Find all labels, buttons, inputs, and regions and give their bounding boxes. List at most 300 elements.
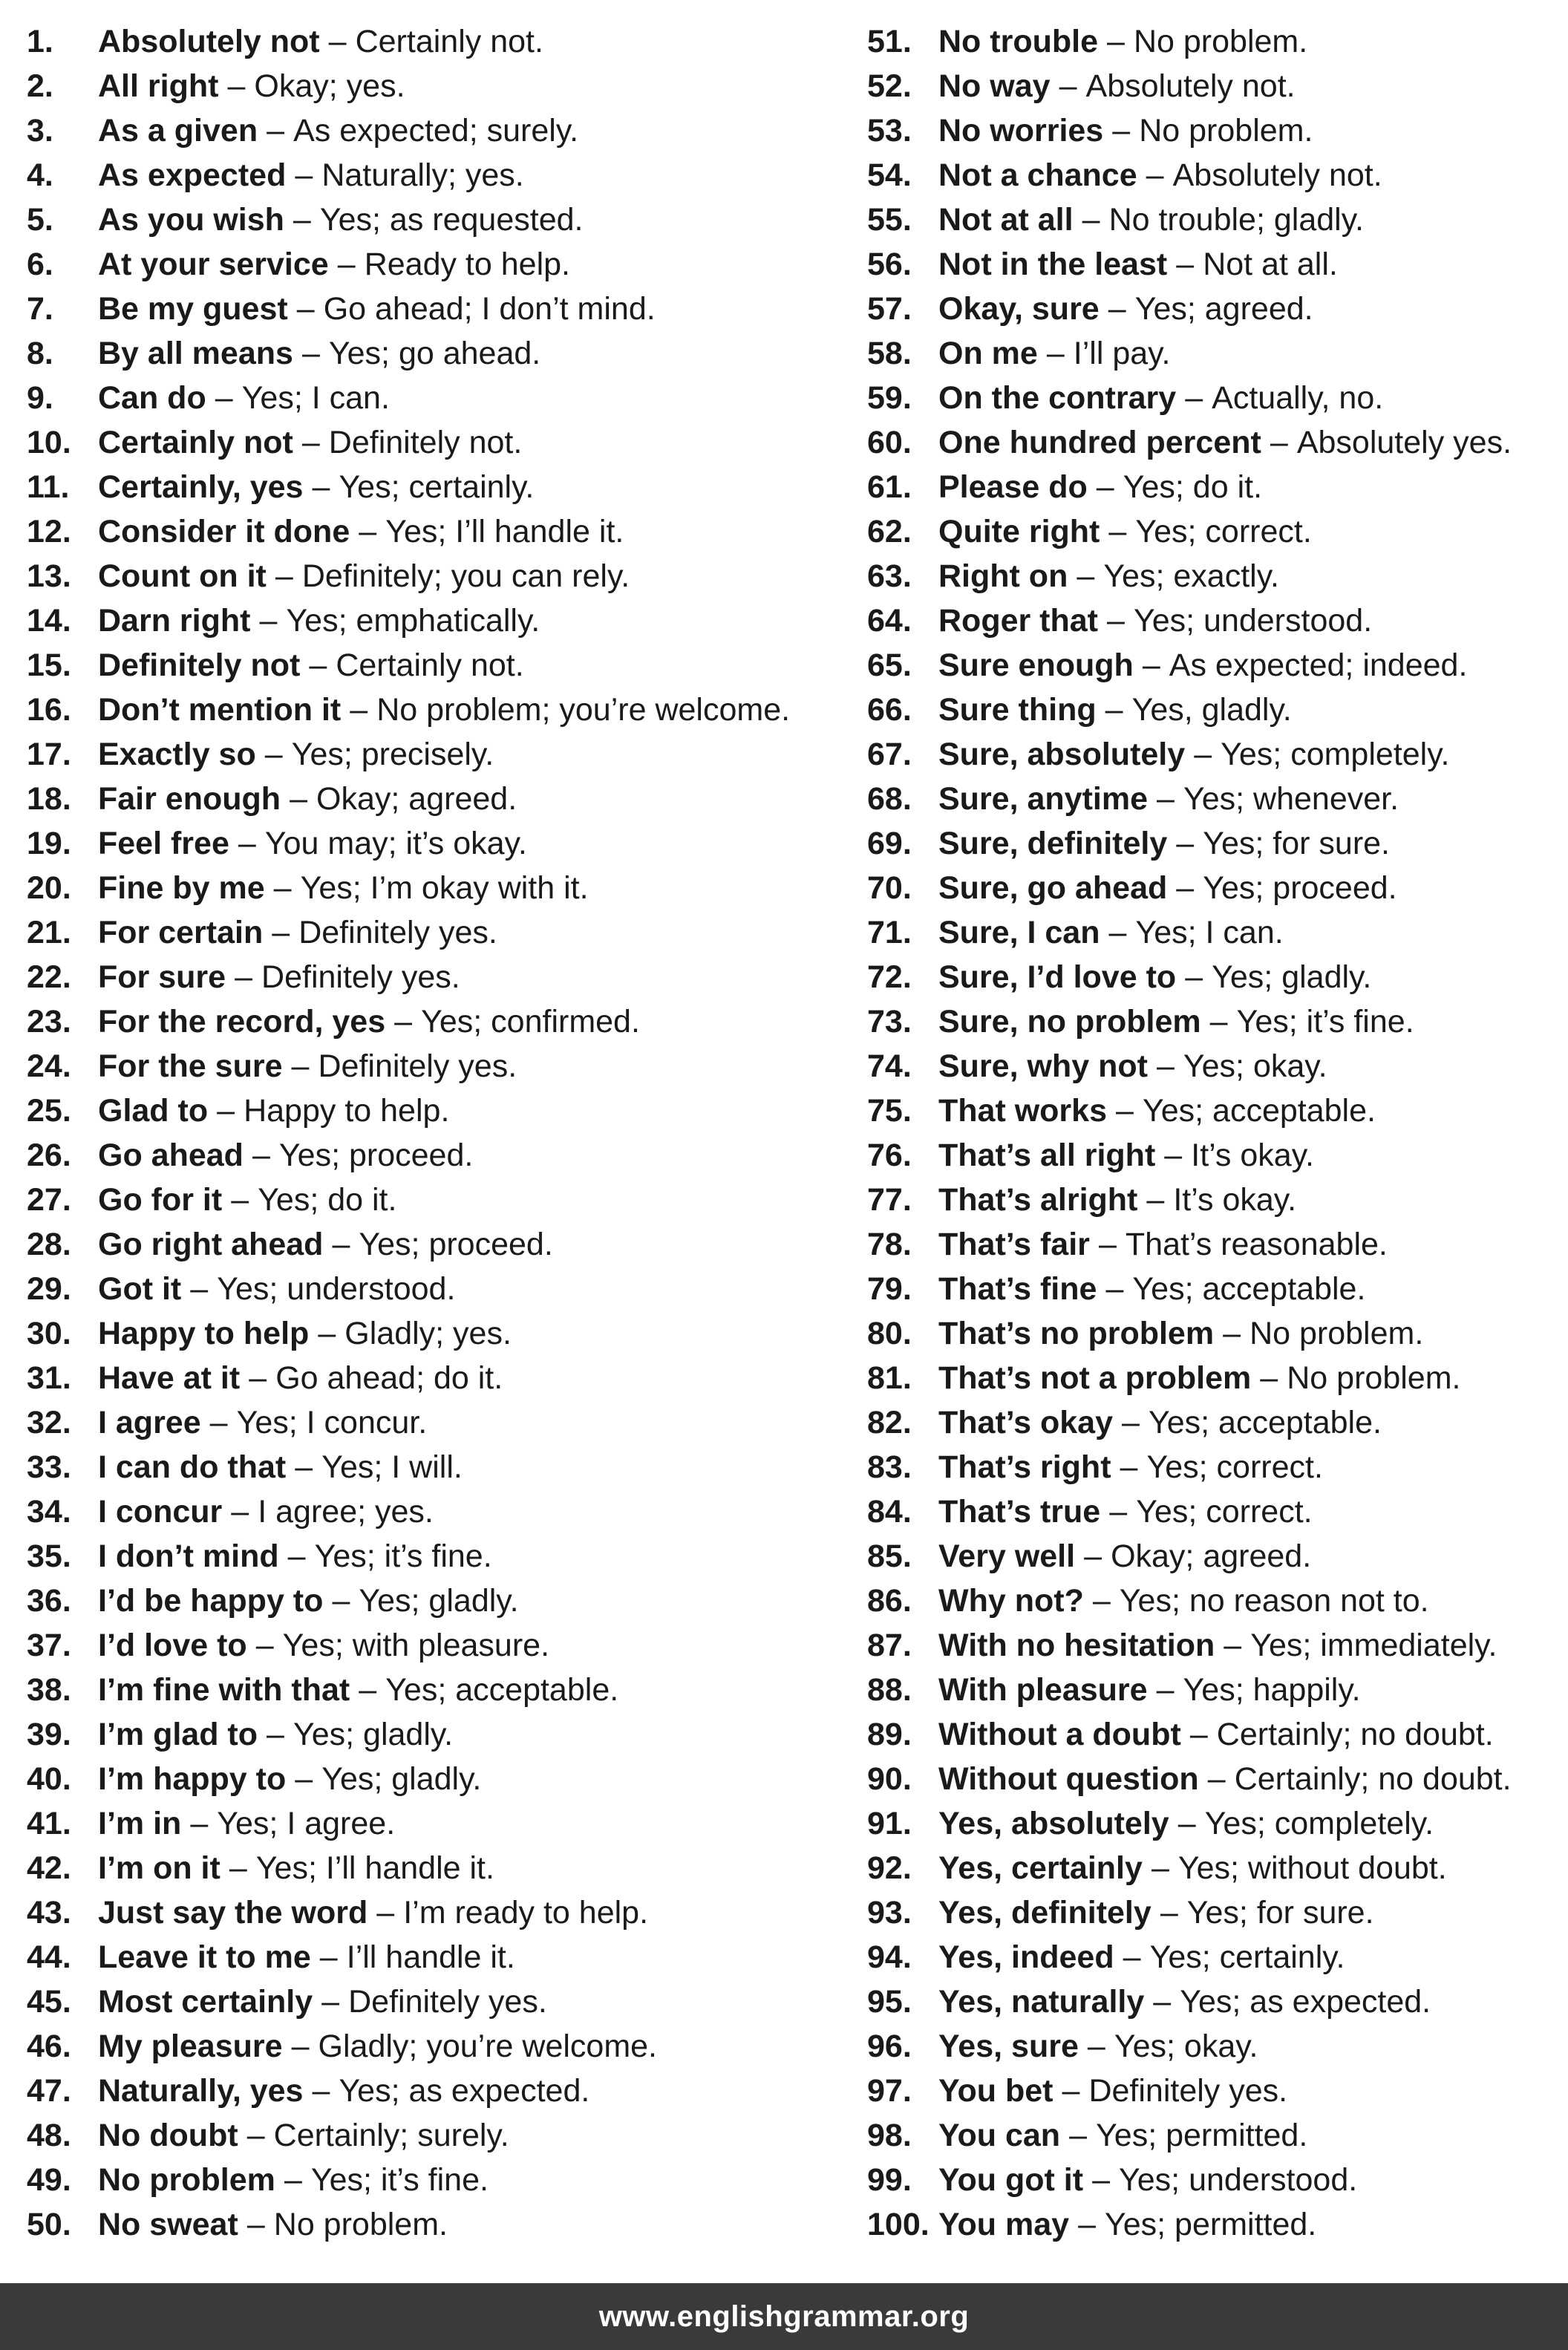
list-item [27,1178,829,1222]
item-meaning: Definitely not. [328,425,523,460]
list-item [867,1534,1558,1579]
item-phrase: I’d be happy to [98,1583,324,1619]
item-meaning: Go ahead; do it. [275,1360,503,1396]
item-separator: – [1109,1494,1128,1530]
item-phrase: As expected [98,157,287,193]
item-meaning: Okay; agreed. [1111,1538,1312,1574]
list-item [27,2113,829,2158]
item-meaning: Yes; happily. [1183,1672,1361,1708]
item-number: 45. [27,1984,71,2020]
item-number: 52. [867,68,912,104]
item-number: 32. [27,1405,71,1440]
item-separator: – [1046,336,1065,371]
item-phrase: As a given [98,113,258,148]
item-separator: – [291,2028,310,2064]
item-phrase: Certainly not [98,425,293,460]
list-item [27,376,829,420]
item-meaning: Yes; for sure. [1186,1895,1374,1930]
item-separator: – [394,1004,413,1039]
item-separator: – [1082,202,1100,238]
list-item [27,1757,829,1801]
item-separator: – [190,1806,209,1841]
item-separator: – [296,291,315,327]
item-number: 62. [867,514,912,549]
item-number: 49. [27,2162,71,2198]
item-meaning: Definitely yes. [318,1048,517,1084]
item-separator: – [1156,1048,1175,1084]
item-number: 9. [27,380,53,416]
item-separator: – [1107,24,1125,59]
item-phrase: Why not? [938,1583,1084,1619]
item-number: 80. [867,1316,912,1351]
item-meaning: Yes, gladly. [1131,692,1292,728]
item-meaning: Yes; I can. [1135,915,1284,950]
item-separator: – [1107,603,1125,639]
item-number: 23. [27,1004,71,1039]
item-separator: – [1224,1628,1242,1663]
item-number: 90. [867,1761,912,1797]
item-number: 41. [27,1806,71,1841]
item-meaning: Definitely yes. [348,1984,547,2020]
item-number: 21. [27,915,71,950]
item-meaning: Certainly; surely. [273,2118,509,2153]
item-separator: – [231,1182,249,1218]
item-number: 91. [867,1806,912,1841]
list-item [27,866,829,910]
list-item [867,866,1558,910]
item-separator: – [1092,1583,1111,1619]
list-item [27,242,829,287]
item-number: 18. [27,781,71,817]
list-item [867,2069,1558,2113]
list-item [27,153,829,198]
item-phrase: You can [938,2118,1061,2153]
list-item [27,1133,829,1178]
item-separator: – [1146,157,1164,193]
item-separator: – [1087,2028,1105,2064]
list-item [27,287,829,331]
item-separator: – [1189,1717,1208,1752]
item-number: 70. [867,870,912,906]
item-number: 7. [27,291,53,327]
item-phrase: On me [938,336,1038,371]
item-meaning: That’s reasonable. [1125,1227,1388,1262]
list-item [27,1712,829,1757]
list-item [27,1979,829,2024]
item-phrase: Exactly so [98,737,256,772]
list-item [867,331,1558,376]
item-phrase: Naturally, yes [98,2073,304,2109]
item-meaning: Yes; acceptable. [1142,1093,1376,1129]
item-phrase: Have at it [98,1360,241,1396]
item-phrase: Without a doubt [938,1717,1181,1752]
list-item [27,999,829,1044]
item-number: 78. [867,1227,912,1262]
list-item [867,2024,1558,2069]
list-item [27,1801,829,1846]
item-separator: – [1120,1449,1138,1485]
item-number: 15. [27,647,71,683]
list-item [27,1044,829,1088]
item-number: 61. [867,469,912,505]
item-meaning: Yes; okay. [1183,1048,1327,1084]
item-number: 37. [27,1628,71,1663]
item-phrase: For sure [98,959,226,995]
item-number: 43. [27,1895,71,1930]
item-phrase: Can do [98,380,206,416]
item-phrase: Quite right [938,514,1100,549]
item-phrase: No way [938,68,1051,104]
item-separator: – [259,603,278,639]
item-phrase: Sure, anytime [938,781,1148,817]
item-phrase: That’s alright [938,1182,1138,1218]
list-item [867,1579,1558,1623]
item-number: 24. [27,1048,71,1084]
list-item [867,287,1558,331]
item-phrase: Leave it to me [98,1939,311,1975]
item-separator: – [1096,469,1114,505]
item-phrase: Right on [938,558,1068,594]
list-item [27,2158,829,2202]
item-phrase: Sure, why not [938,1048,1148,1084]
item-meaning: Certainly not. [336,647,524,683]
item-meaning: Definitely yes. [298,915,497,950]
item-number: 67. [867,737,912,772]
item-meaning: Yes; proceed. [278,1138,474,1173]
item-phrase: Be my guest [98,291,288,327]
list-item [27,2069,829,2113]
item-separator: – [287,1538,306,1574]
list-item [27,1400,829,1445]
list-item [867,1935,1558,1979]
list-item [867,1801,1558,1846]
item-meaning: Yes; acceptable. [385,1672,619,1708]
item-separator: – [321,1984,340,2020]
list-item [27,1489,829,1534]
item-separator: – [312,2073,330,2109]
item-separator: – [267,1717,284,1752]
item-meaning: Yes; I can. [241,380,390,416]
list-item [867,1311,1558,1356]
list-item [27,331,829,376]
item-meaning: No problem. [273,2207,448,2242]
item-phrase: Sure, I can [938,915,1100,950]
item-separator: – [217,1093,235,1129]
item-number: 26. [27,1138,71,1173]
item-meaning: You may; it’s okay. [264,826,527,861]
item-separator: – [284,2162,302,2198]
item-separator: – [249,1360,267,1396]
item-phrase: For the sure [98,1048,283,1084]
item-meaning: No problem; you’re welcome. [376,692,791,728]
item-number: 59. [867,380,912,416]
item-number: 36. [27,1583,71,1619]
item-separator: – [255,1628,274,1663]
item-meaning: Yes; it’s fine. [1236,1004,1414,1039]
item-separator: – [1092,2162,1110,2198]
item-meaning: I agree; yes. [258,1494,434,1530]
item-meaning: Actually, no. [1212,380,1384,416]
item-number: 25. [27,1093,71,1129]
item-phrase: That’s right [938,1449,1111,1485]
item-meaning: Okay; agreed. [316,781,517,817]
item-phrase: Certainly, yes [98,469,304,505]
item-meaning: Absolutely not. [1085,68,1296,104]
item-number: 93. [867,1895,912,1930]
item-phrase: Without question [938,1761,1199,1797]
item-number: 83. [867,1449,912,1485]
item-phrase: Not in the least [938,247,1168,282]
item-phrase: I don’t mind [98,1538,279,1574]
list-item [27,598,829,643]
item-meaning: Yes; certainly. [339,469,535,505]
list-item [27,1088,829,1133]
item-phrase: That’s fine [938,1271,1097,1307]
list-item [867,955,1558,999]
item-separator: – [318,1316,336,1351]
list-item [27,777,829,821]
item-phrase: I’m in [98,1806,182,1841]
list-item [867,2158,1558,2202]
item-separator: – [235,959,252,995]
item-phrase: Not a chance [938,157,1137,193]
item-number: 89. [867,1717,912,1752]
item-phrase: As you wish [98,202,284,238]
item-phrase: Consider it done [98,514,350,549]
item-number: 69. [867,826,912,861]
item-meaning: Yes; understood. [217,1271,456,1307]
item-number: 76. [867,1138,912,1173]
item-meaning: Yes; correct. [1135,514,1312,549]
list-item [867,1133,1558,1178]
item-phrase: No worries [938,113,1104,148]
list-item [27,643,829,688]
item-separator: – [229,1850,247,1886]
item-phrase: No problem [98,2162,275,2198]
item-phrase: You may [938,2207,1070,2242]
item-meaning: Yes; acceptable. [1132,1271,1366,1307]
list-item [27,420,829,465]
item-number: 79. [867,1271,912,1307]
item-meaning: Yes; I’ll handle it. [255,1850,494,1886]
item-phrase: Darn right [98,603,251,639]
item-number: 74. [867,1048,912,1084]
item-phrase: One hundred percent [938,425,1261,460]
item-meaning: Yes; proceed. [359,1227,553,1262]
item-separator: – [1153,1984,1172,2020]
item-phrase: Sure, no problem [938,1004,1201,1039]
item-meaning: Yes; understood. [1133,603,1373,639]
item-separator: – [1084,1538,1102,1574]
item-phrase: Roger that [938,603,1098,639]
item-number: 42. [27,1850,71,1886]
item-number: 4. [27,157,53,193]
item-number: 5. [27,202,53,238]
item-meaning: No problem. [1133,24,1308,59]
item-number: 8. [27,336,53,371]
item-phrase: You bet [938,2073,1054,2109]
list-item [27,821,829,866]
item-separator: – [337,247,356,282]
item-meaning: Yes; precisely. [291,737,494,772]
item-number: 64. [867,603,912,639]
list-item [867,1044,1558,1088]
item-separator: – [272,915,290,950]
item-meaning: Definitely; you can rely. [301,558,630,594]
list-item [867,1267,1558,1311]
item-meaning: Yes; okay. [1114,2028,1258,2064]
list-item [867,1668,1558,1712]
list-item [27,1935,829,1979]
item-separator: – [1160,1895,1178,1930]
list-item [867,2113,1558,2158]
item-phrase: No sweat [98,2207,238,2242]
item-phrase: Yes, naturally [938,1984,1145,2020]
item-phrase: Sure thing [938,692,1097,728]
item-separator: – [291,1048,310,1084]
item-separator: – [1146,1182,1165,1218]
item-meaning: Naturally; yes. [321,157,524,193]
list-item [867,153,1558,198]
item-phrase: Okay, sure [938,291,1100,327]
item-separator: – [293,202,311,238]
item-meaning: Gladly; you’re welcome. [318,2028,658,2064]
item-meaning: Absolutely yes. [1296,425,1512,460]
item-separator: – [295,1761,313,1797]
item-separator: – [301,336,320,371]
item-meaning: Absolutely not. [1172,157,1382,193]
item-number: 60. [867,425,912,460]
item-phrase: That’s all right [938,1138,1156,1173]
item-number: 31. [27,1360,71,1396]
item-number: 75. [867,1093,912,1129]
item-number: 33. [27,1449,71,1485]
list-item [867,1712,1558,1757]
item-separator: – [1069,2118,1088,2153]
item-meaning: Yes; as requested. [319,202,584,238]
item-phrase: That works [938,1093,1107,1129]
list-item [867,1846,1558,1890]
item-number: 56. [867,247,912,282]
item-meaning: Yes; permitted. [1105,2207,1317,2242]
item-phrase: I’m glad to [98,1717,258,1752]
item-phrase: I can do that [98,1449,287,1485]
item-phrase: Go for it [98,1182,223,1218]
item-separator: – [309,647,327,683]
item-meaning: Yes; it’s fine. [310,2162,489,2198]
item-meaning: Yes; gladly. [359,1583,519,1619]
item-separator: – [1185,380,1203,416]
item-meaning: Yes; permitted. [1096,2118,1308,2153]
item-separator: – [332,1227,350,1262]
item-phrase: That’s not a problem [938,1360,1252,1396]
item-meaning: Definitely yes. [1088,2073,1288,2109]
list-item [867,1178,1558,1222]
item-phrase: Feel free [98,826,229,861]
list-item [867,19,1558,64]
list-item [867,2202,1558,2247]
item-separator: – [359,514,377,549]
item-meaning: I’ll pay. [1073,336,1171,371]
item-phrase: Just say the word [98,1895,368,1930]
item-phrase: I agree [98,1405,201,1440]
item-number: 87. [867,1628,912,1663]
item-number: 30. [27,1316,71,1351]
item-phrase: Yes, certainly [938,1850,1143,1886]
item-meaning: Yes; understood. [1119,2162,1358,2198]
item-separator: – [1078,2207,1096,2242]
list-item [867,732,1558,777]
item-phrase: That’s no problem [938,1316,1215,1351]
item-number: 94. [867,1939,912,1975]
list-item [867,554,1558,598]
item-number: 81. [867,1360,912,1396]
item-number: 100. [867,2207,930,2242]
item-separator: – [275,558,293,594]
list-item [27,910,829,955]
item-separator: – [190,1271,209,1307]
item-separator: – [1270,425,1288,460]
item-phrase: Yes, definitely [938,1895,1152,1930]
list-item [867,465,1558,509]
item-separator: – [376,1895,395,1930]
item-meaning: Yes; I’m okay with it. [300,870,589,906]
item-separator: – [1176,826,1195,861]
item-number: 88. [867,1672,912,1708]
item-separator: – [1156,1672,1175,1708]
item-phrase: No doubt [98,2118,238,2153]
list-item [27,1579,829,1623]
item-separator: – [1260,1360,1278,1396]
item-number: 28. [27,1227,71,1262]
item-meaning: It’s okay. [1191,1138,1314,1173]
item-number: 82. [867,1405,912,1440]
item-phrase: For certain [98,915,264,950]
item-separator: – [295,1449,313,1485]
item-separator: – [1207,1761,1226,1797]
item-separator: – [1116,1093,1134,1129]
item-meaning: Yes; agreed. [1134,291,1313,327]
list-item [867,643,1558,688]
item-separator: – [290,781,308,817]
list-item [27,1267,829,1311]
item-number: 6. [27,247,53,282]
item-meaning: Yes; no reason not to. [1119,1583,1429,1619]
list-item [27,1222,829,1267]
item-separator: – [328,24,347,59]
item-number: 84. [867,1494,912,1530]
item-number: 86. [867,1583,912,1619]
item-number: 35. [27,1538,71,1574]
item-number: 16. [27,692,71,728]
item-number: 38. [27,1672,71,1708]
item-phrase: Yes, absolutely [938,1806,1169,1841]
item-meaning: Yes; go ahead. [328,336,541,371]
list-item [867,1979,1558,2024]
item-number: 40. [27,1761,71,1797]
item-meaning: Okay; yes. [254,68,405,104]
item-number: 48. [27,2118,71,2153]
item-number: 97. [867,2073,912,2109]
item-phrase: Most certainly [98,1984,313,2020]
item-number: 51. [867,24,912,59]
item-separator: – [319,1939,338,1975]
item-meaning: Definitely yes. [261,959,460,995]
item-meaning: Yes; I’ll handle it. [385,514,624,549]
item-separator: – [1105,1271,1124,1307]
item-phrase: Sure enough [938,647,1134,683]
list-item [27,688,829,732]
